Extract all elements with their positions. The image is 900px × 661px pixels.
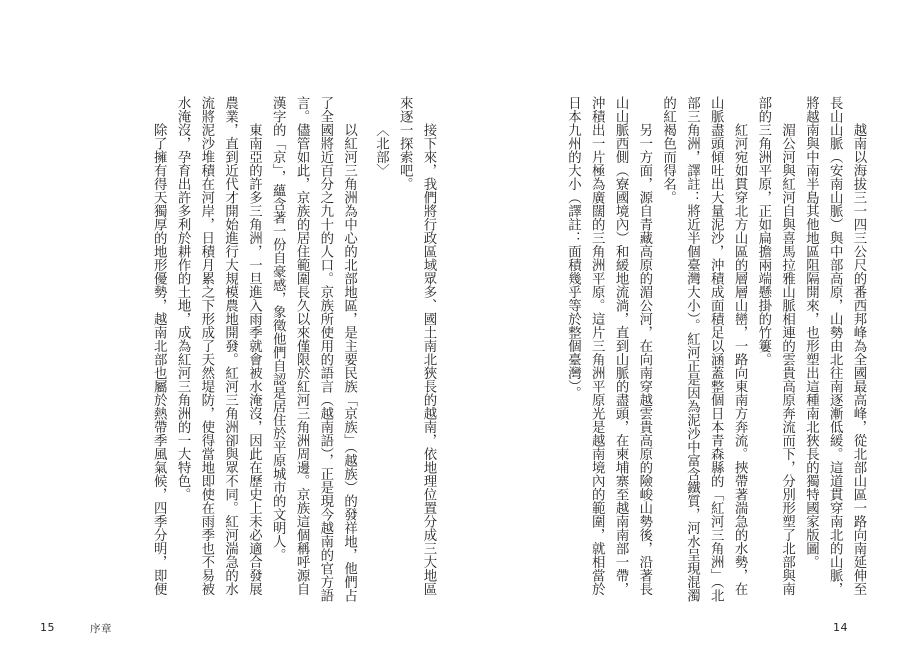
- paragraph: 湄公河與紅河自與喜馬拉雅山脈相連的雲貴高原奔流而下，分別形塑了北部與南部的三角洲平原，正如扁擔兩端懸掛的竹簍。: [755, 96, 795, 596]
- section-heading-north: 〈北部〉: [373, 122, 389, 177]
- running-title: 序章: [90, 623, 112, 635]
- paragraph: 另一方面，源自青藏高原的湄公河，在向南穿越雲貴高原的險峻山勢後，沿著長山山脈西側（寮國境內）和緩地流淌，直到山脈的盡頭，在柬埔寨至越南南部一帶，沖積出一片極為廣闊的三角洲平原。這片三角洲平原光是越南境內的範圍，就相當於日本九州的大小（譯註：面積幾乎等於整個臺灣）。: [565, 96, 652, 596]
- page-number: 14: [833, 621, 848, 634]
- page-number: 15: [40, 621, 55, 634]
- right-page-text: [470, 96, 870, 606]
- intro-paragraph: 接下來，我們將行政區域眾多、國土南北狹長的越南，依地理位置分成三大地區來逐一探索吧。: [397, 96, 436, 596]
- paragraph: 紅河宛如貫穿北方山區的層層山巒，一路向東南方奔流。挾帶著湍急的水勢，在山脈盡頭傾吐出大量泥沙，沖積成面積足以涵蓋整個日本青森縣的「紅河三角洲」（北部三角洲，譯註：將近半個臺灣大小）。紅河正是因為泥沙中富含鐵質，河水呈現混濁的紅褐色而得名。: [660, 96, 748, 603]
- paragraph: 除了擁有得天獨厚的地形優勢，越南北部也屬於熱帶季風氣候，四季分明，即便: [151, 122, 167, 596]
- paragraph: 以紅河三角洲為中心的北部地區，是主要民族「京族」（越族）的發祥地，他們占了全國將近百分之九十的人口。京族所使用的語言（越南語），正是現今越南的官方語言。儘管如此，京族的居住範圍長久以來僅限於紅河三角洲周邊。京族這個稱呼源自漢字的「京」，蘊含著一份自豪感，象徵他們自認是居住於平原城市的文明人。: [270, 96, 357, 603]
- paragraph: 越南以海拔三一四三公尺的番西邦峰為全國最高峰，從北部山區一路向南延伸至長山山脈（安南山脈）與中部高原，山勢由北往南逐漸低緩。這道貫穿南北的山脈，將越南與中南半島其他地區阻隔開來，也形塑出這種南北狹長的獨特國家版圖。: [803, 96, 866, 596]
- paragraph: 東南亞的許多三角洲，一旦進入雨季就會被水淹沒，因此在歷史上未必適合發展農業，直到近代才開始進行大規模農地開發。紅河三角洲卻與眾不同。紅河湍急的水流將泥沙堆積在河岸，日積月累之下形成了天然堤防，使得當地即使在雨季也不易被水淹沒，孕育出許多利於耕作的土地，成為紅河三角洲的一大特色。: [175, 96, 262, 596]
